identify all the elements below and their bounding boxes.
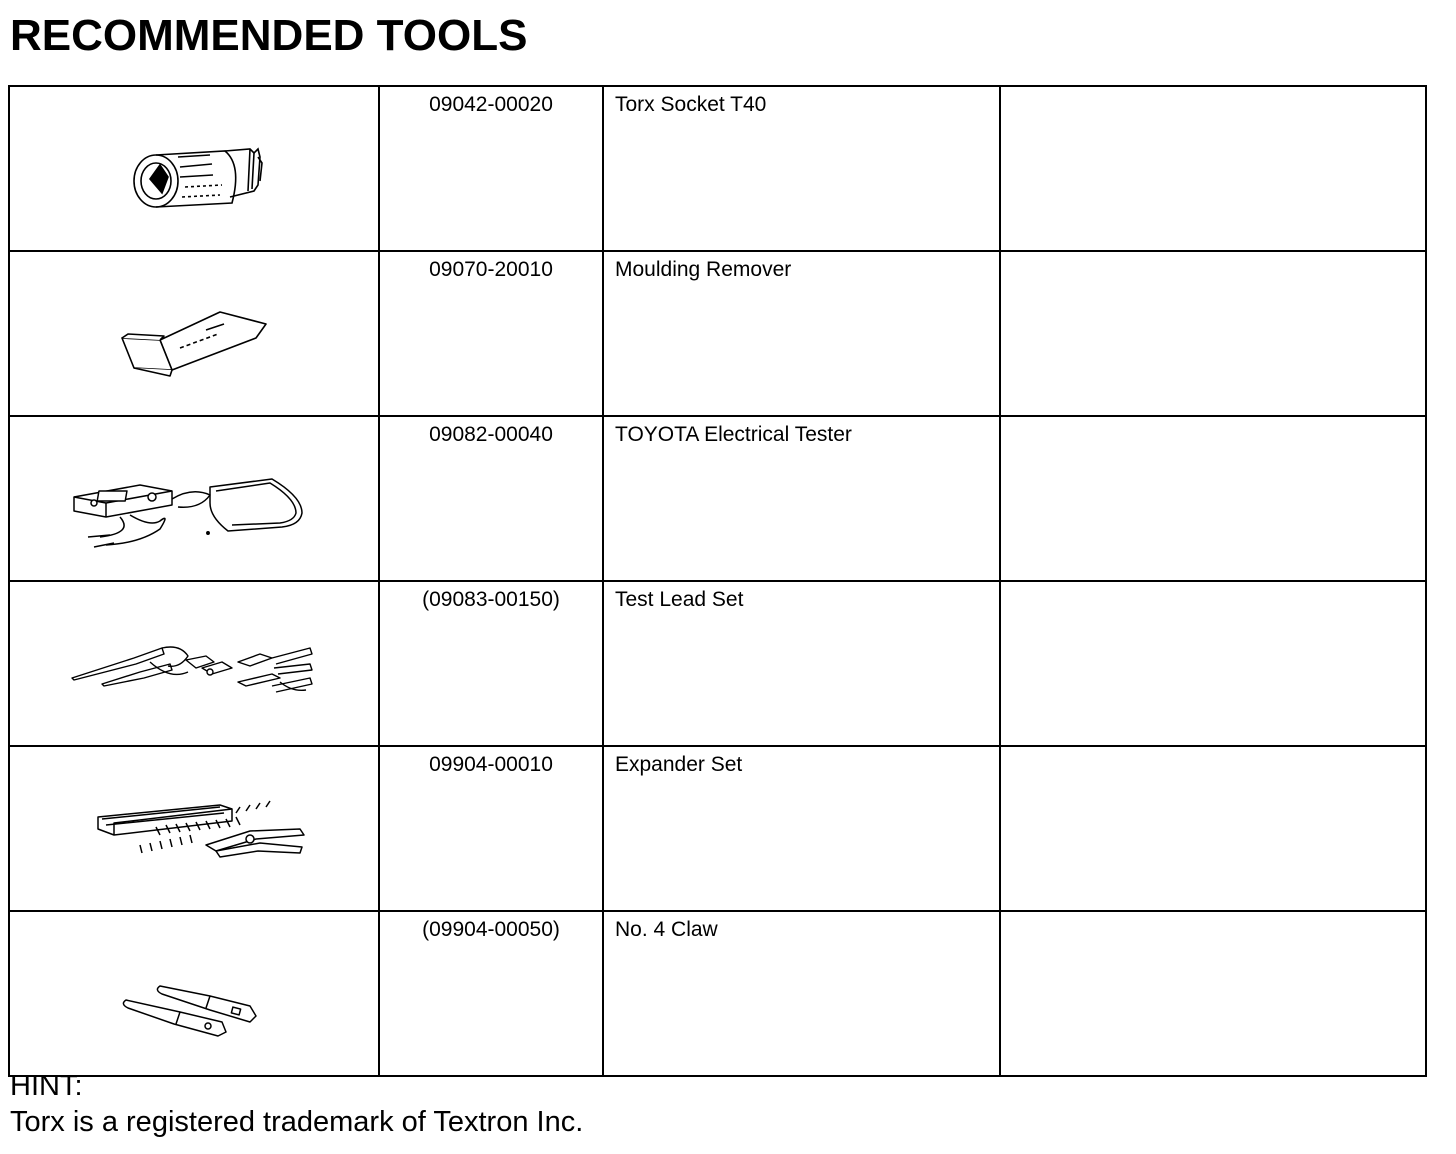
tool-illustration-cell bbox=[9, 251, 379, 416]
page-title: RECOMMENDED TOOLS bbox=[10, 11, 528, 60]
recommended-tools-table bbox=[8, 85, 1427, 1077]
table-row bbox=[9, 416, 1426, 581]
test-lead-set-icon bbox=[10, 582, 378, 740]
table-row bbox=[9, 251, 1426, 416]
torx-socket-icon bbox=[10, 87, 378, 245]
hint-label: HINT: bbox=[10, 1070, 83, 1102]
part-number: 09070-20010 bbox=[379, 251, 603, 416]
tool-name: Moulding Remover bbox=[603, 251, 1000, 416]
table-row bbox=[9, 911, 1426, 1076]
part-number: 09904-00010 bbox=[379, 746, 603, 911]
tool-note bbox=[1000, 416, 1426, 581]
table-row bbox=[9, 746, 1426, 911]
tool-name: TOYOTA Electrical Tester bbox=[603, 416, 1000, 581]
hint-section bbox=[10, 1068, 583, 1140]
tool-illustration-cell bbox=[9, 416, 379, 581]
part-number: (09083-00150) bbox=[379, 581, 603, 746]
tool-note bbox=[1000, 86, 1426, 251]
tool-name: Expander Set bbox=[603, 746, 1000, 911]
part-number: 09042-00020 bbox=[379, 86, 603, 251]
tool-note bbox=[1000, 581, 1426, 746]
tool-name: No. 4 Claw bbox=[603, 911, 1000, 1076]
tool-note bbox=[1000, 746, 1426, 911]
expander-set-icon bbox=[10, 747, 378, 905]
table-row bbox=[9, 581, 1426, 746]
part-number: (09904-00050) bbox=[379, 911, 603, 1076]
tool-illustration-cell bbox=[9, 746, 379, 911]
claw-icon bbox=[10, 912, 378, 1070]
tool-note bbox=[1000, 911, 1426, 1076]
hint-text: Torx is a registered trademark of Textron Inc. bbox=[10, 1106, 584, 1138]
tool-illustration-cell bbox=[9, 581, 379, 746]
tool-note bbox=[1000, 251, 1426, 416]
electrical-tester-icon bbox=[10, 417, 378, 575]
tool-name: Test Lead Set bbox=[603, 581, 1000, 746]
tool-illustration-cell bbox=[9, 911, 379, 1076]
tool-illustration-cell bbox=[9, 86, 379, 251]
part-number: 09082-00040 bbox=[379, 416, 603, 581]
tool-name: Torx Socket T40 bbox=[603, 86, 1000, 251]
table-row bbox=[9, 86, 1426, 251]
moulding-remover-icon bbox=[10, 252, 378, 410]
